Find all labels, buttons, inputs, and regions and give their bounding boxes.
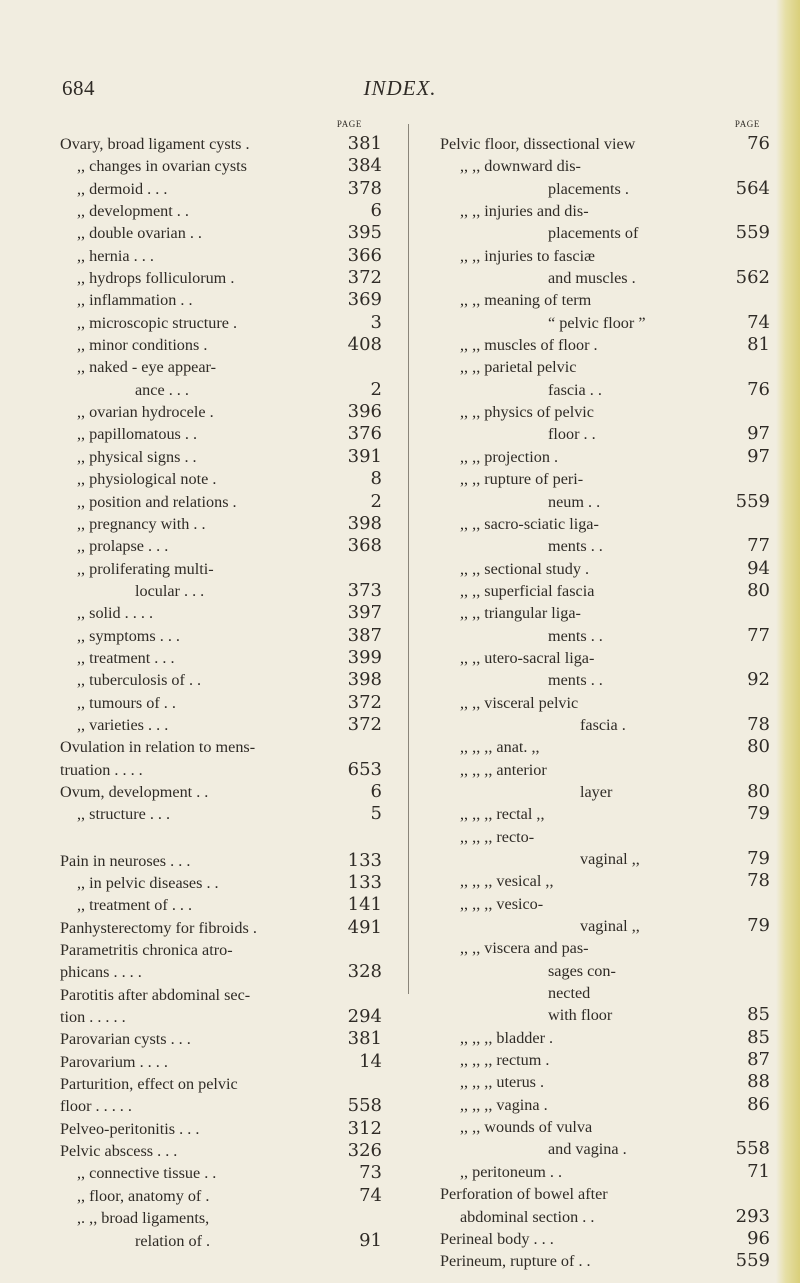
index-entry-page: 366 — [347, 244, 382, 266]
index-entry-page: 378 — [347, 177, 382, 199]
index-entry-page: 76 — [747, 133, 770, 154]
index-entry-page: 86 — [747, 1093, 770, 1115]
page-column-heading-right: PAGE — [734, 119, 760, 129]
index-entry-page: 372 — [347, 691, 382, 713]
index-entry — [60, 961, 382, 983]
index-entry-page: 71 — [747, 1160, 770, 1182]
index-entry — [440, 714, 770, 736]
index-entry-page: 96 — [747, 1227, 770, 1249]
index-entry-page: 372 — [347, 267, 382, 289]
index-entry — [440, 423, 770, 445]
index-entry-text: Parturition, effect on pelvic — [60, 1075, 238, 1094]
index-entry — [60, 1185, 382, 1207]
index-entry — [440, 267, 770, 289]
index-entry — [60, 625, 382, 647]
index-entry-text: fascia . — [580, 715, 626, 734]
index-entry-text: and muscles . — [548, 269, 636, 288]
index-entry — [60, 1095, 382, 1117]
index-entry — [60, 356, 382, 378]
index-entry-page: 294 — [347, 1006, 382, 1028]
index-entry-page: 381 — [347, 133, 382, 154]
index-entry — [60, 200, 382, 222]
index-entry-page: 76 — [747, 378, 770, 400]
index-entry — [440, 200, 770, 222]
index-entry-page: 6 — [370, 780, 382, 802]
index-entry-page: 372 — [347, 713, 382, 735]
index-entry-text: ,, ,, projection . — [460, 447, 559, 466]
page-title: INDEX. — [363, 76, 437, 100]
index-entry — [60, 781, 382, 803]
index-entry-text: ,, physiological note . — [77, 470, 217, 489]
index-entry — [60, 803, 382, 825]
index-entry — [60, 1207, 382, 1229]
index-entry-page: 133 — [347, 872, 382, 893]
index-entry-text: ments . . — [548, 671, 603, 690]
index-column-right — [440, 121, 770, 1273]
index-entry — [440, 803, 770, 825]
index-entry-text: ,, minor conditions . — [77, 336, 208, 355]
index-entry-text: Pelvic floor, dissectional view — [440, 135, 636, 153]
index-entry-page: 399 — [347, 646, 382, 668]
index-entry-page: 653 — [347, 758, 382, 780]
index-entry-text: ,, ,, physics of pelvic — [460, 403, 594, 422]
index-entry-text: Ovulation in relation to mens- — [60, 738, 256, 757]
index-entry-page: 74 — [747, 311, 770, 333]
index-entry-text: relation of . — [135, 1231, 211, 1250]
index-entry-text: ,, ,, ,, uterus . — [460, 1073, 545, 1092]
index-entry — [60, 1051, 382, 1073]
index-entry — [60, 759, 382, 781]
index-entry — [440, 580, 770, 602]
index-entry-page: 559 — [735, 490, 770, 512]
column-divider — [408, 124, 409, 994]
index-entry-text: Perineum, rupture of . . — [440, 1252, 591, 1271]
index-entry-text: ,, treatment . . . — [77, 648, 175, 667]
index-entry-text: ,, varieties . . . — [77, 715, 169, 734]
index-entry-page: 558 — [735, 1138, 770, 1160]
index-entry — [440, 245, 770, 267]
index-entry — [60, 850, 382, 872]
index-entry — [440, 222, 770, 244]
index-entry — [60, 984, 382, 1006]
index-entry-page: 97 — [747, 445, 770, 467]
index-entry-text: abdominal section . . — [460, 1207, 595, 1226]
index-entry-text: ,, symptoms . . . — [77, 626, 180, 645]
index-entry-page: 81 — [747, 334, 770, 356]
index-entry-text: Pain in neuroses . . . — [60, 851, 191, 870]
index-entry — [440, 535, 770, 557]
index-entry — [60, 669, 382, 691]
index-entry — [440, 736, 770, 758]
index-entry — [60, 872, 382, 894]
index-entry-text: ,, tumours of . . — [77, 693, 176, 712]
index-entry-text: Ovary, broad ligament cysts . — [60, 135, 250, 153]
index-entry-text: ments . . — [548, 626, 603, 645]
index-entry-page: 384 — [347, 155, 382, 177]
index-entry-page: 79 — [747, 803, 770, 825]
index-entry-text: ,, position and relations . — [77, 492, 237, 511]
index-entry — [440, 178, 770, 200]
index-entry-page: 8 — [370, 468, 382, 490]
index-entry-page: 5 — [370, 803, 382, 825]
index-entry-page: 85 — [747, 1004, 770, 1026]
index-entry-text: ,, connective tissue . . — [77, 1164, 217, 1183]
index-entry — [440, 401, 770, 423]
index-entry-text: ,, development . . — [77, 202, 189, 221]
index-entry-page: 133 — [347, 849, 382, 871]
index-entry — [60, 647, 382, 669]
index-entry-text: ,, ,, ,, recto- — [460, 827, 535, 846]
index-entry-page: 373 — [347, 579, 382, 601]
index-entry — [60, 312, 382, 334]
index-entry-page: 387 — [347, 624, 382, 646]
index-entry — [60, 939, 382, 961]
index-entry-page: 77 — [747, 624, 770, 646]
index-entry — [60, 736, 382, 758]
index-entry — [440, 870, 770, 892]
index-entry — [60, 334, 382, 356]
index-entry-page: 381 — [347, 1028, 382, 1050]
index-entry — [60, 580, 382, 602]
index-entry-text: ,, ,, ,, anat. ,, — [460, 738, 540, 757]
index-entry — [440, 625, 770, 647]
index-entry-text: ,, ,, ,, vesical ,, — [460, 872, 554, 891]
index-entry-page: 77 — [747, 535, 770, 557]
index-entry-page: 395 — [347, 222, 382, 244]
index-entry-text: ,, ,, ,, vesico- — [460, 894, 544, 913]
index-entry-page: 376 — [347, 423, 382, 445]
index-entry-page: 397 — [347, 602, 382, 624]
index-entry-text: vaginal ,, — [580, 850, 640, 868]
index-entry-page: 559 — [735, 1250, 770, 1272]
index-entry-page: 74 — [359, 1184, 382, 1206]
index-entry-text: ,, peritoneum . . — [460, 1162, 563, 1181]
index-entry-text: ,, ,, downward dis- — [460, 157, 581, 176]
index-entry — [60, 1230, 382, 1252]
index-entry-page: 91 — [359, 1229, 382, 1251]
index-entry — [440, 155, 770, 177]
index-entry — [60, 267, 382, 289]
index-entry-text: ,, floor, anatomy of . — [77, 1186, 210, 1205]
index-entry — [440, 1138, 770, 1160]
index-entry-page: 491 — [347, 916, 382, 938]
index-entry-text: ,, ,, triangular liga- — [460, 604, 581, 623]
index-entry-text: ,, ,, rupture of peri- — [460, 470, 584, 489]
index-entry-text: ,, prolapse . . . — [77, 537, 169, 556]
index-entry — [60, 446, 382, 468]
index-entry — [440, 491, 770, 513]
index-entry — [440, 848, 770, 870]
index-entry-text: ,, microscopic structure . — [77, 313, 238, 332]
index-entry-page: 94 — [747, 557, 770, 579]
index-entry-page: 564 — [735, 177, 770, 199]
index-entry-text: ,, dermoid . . . — [77, 179, 168, 198]
index-entry — [60, 178, 382, 200]
index-entry — [440, 1004, 770, 1026]
index-entry — [440, 133, 770, 155]
index-entry-text: phicans . . . . — [60, 963, 142, 982]
index-entry — [440, 1228, 770, 1250]
index-entry-text: Parovarian cysts . . . — [60, 1030, 191, 1049]
index-entry-text: ,, hernia . . . — [77, 246, 154, 265]
index-entry-text: ,, proliferating multi- — [77, 559, 214, 578]
index-entry-page: 97 — [747, 423, 770, 445]
index-entry-text: ,, pregnancy with . . — [77, 514, 206, 533]
index-entry-page: 3 — [370, 311, 382, 333]
index-entry-page: 87 — [747, 1049, 770, 1071]
index-entry — [60, 379, 382, 401]
index-entry-text: ,, ,, sectional study . — [460, 559, 590, 578]
index-entry — [60, 1073, 382, 1095]
index-entry — [60, 245, 382, 267]
index-entry-text: ,, ,, superficial fascia — [460, 581, 595, 600]
section-gap — [60, 826, 382, 850]
page-column-heading-left: PAGE — [336, 119, 362, 129]
index-entry-text: Ovum, development . . — [60, 782, 209, 801]
index-entry-text: floor . . . . . — [60, 1097, 132, 1116]
index-entry-text: ,, structure . . . — [77, 805, 171, 824]
index-entry-page: 2 — [370, 490, 382, 512]
index-entry-text: ,, in pelvic diseases . . — [77, 874, 219, 892]
index-entry-text: vaginal ,, — [580, 917, 640, 936]
index-entry-page: 396 — [347, 401, 382, 423]
index-entry-text: ,, treatment of . . . — [77, 896, 193, 915]
index-entry-page: 368 — [347, 535, 382, 557]
index-entry-text: ,, ,, injuries and dis- — [460, 202, 589, 221]
index-entry-text: Pelvic abscess . . . — [60, 1142, 178, 1161]
index-entry-text: ments . . — [548, 537, 603, 556]
index-entry-page: 14 — [359, 1050, 382, 1072]
index-entry-text: ,, physical signs . . — [77, 447, 197, 466]
index-entry-text: placements . — [548, 179, 629, 198]
index-entry — [440, 446, 770, 468]
index-entry-page: 6 — [370, 200, 382, 222]
index-entry-text: ,, tuberculosis of . . — [77, 671, 202, 690]
index-entry-text: ance . . . — [135, 380, 189, 399]
index-entry-page: 80 — [747, 736, 770, 758]
index-column-left — [60, 121, 382, 1252]
index-entry — [60, 692, 382, 714]
index-entry — [60, 558, 382, 580]
index-entry-page: 92 — [747, 669, 770, 691]
index-entry-text: ,, ,, parietal pelvic — [460, 358, 577, 377]
index-entry — [440, 1183, 770, 1205]
index-entry-text: locular . . . — [135, 581, 205, 600]
index-entry-text: neum . . — [548, 492, 601, 511]
index-entry-text: ,, ,, viscera and pas- — [460, 939, 589, 958]
index-entry — [440, 1049, 770, 1071]
index-entry-text: layer — [580, 782, 613, 801]
index-entry-page: 85 — [747, 1026, 770, 1048]
index-entry-text: ,, naked - eye appear- — [77, 358, 216, 377]
index-entry — [60, 1162, 382, 1184]
index-entry — [60, 1006, 382, 1028]
index-entry — [440, 1161, 770, 1183]
index-entry — [440, 1116, 770, 1138]
index-entry-page: 328 — [347, 961, 382, 983]
index-entry — [440, 312, 770, 334]
index-entry-page: 562 — [735, 267, 770, 289]
index-entry — [440, 1094, 770, 1116]
page-header — [0, 72, 800, 108]
index-entry — [60, 155, 382, 177]
index-entry — [440, 647, 770, 669]
index-entry — [440, 356, 770, 378]
index-entry — [440, 781, 770, 803]
index-entry-text: ,, ,, visceral pelvic — [460, 693, 579, 712]
index-entry-page: 141 — [347, 894, 382, 916]
index-entry-text: fascia . . — [548, 380, 602, 399]
index-entry — [440, 513, 770, 535]
index-entry — [440, 1206, 770, 1228]
index-entry — [440, 379, 770, 401]
index-entry-text: Perforation of bowel after — [440, 1185, 608, 1204]
index-entry — [60, 133, 382, 155]
index-entry-text: with floor — [548, 1006, 613, 1025]
index-entry-page: 73 — [359, 1162, 382, 1184]
index-entry — [60, 894, 382, 916]
index-entry-text: ,, ,, utero-sacral liga- — [460, 648, 595, 667]
index-entry — [60, 535, 382, 557]
index-entry-page: 293 — [735, 1205, 770, 1227]
index-entry-text: ,, solid . . . . — [77, 604, 153, 623]
index-entry — [440, 669, 770, 691]
index-entry-page: 398 — [347, 512, 382, 534]
index-entry — [60, 1028, 382, 1050]
index-entry-text: placements of — [548, 224, 639, 243]
index-entry-text: ,, ovarian hydrocele . — [77, 403, 214, 422]
index-entry-text: ,, hydrops folliculorum . — [77, 269, 235, 288]
index-entry-text: ,, ,, ,, rectum . — [460, 1051, 550, 1070]
index-entry-page: 559 — [735, 222, 770, 244]
index-entry — [440, 289, 770, 311]
index-entry — [60, 468, 382, 490]
index-entry — [60, 714, 382, 736]
index-entry-text: ,, papillomatous . . — [77, 425, 198, 444]
index-entry — [60, 1140, 382, 1162]
index-entry-text: ,, ,, ,, anterior — [460, 760, 547, 779]
index-entry — [60, 602, 382, 624]
index-entry-page: 326 — [347, 1140, 382, 1162]
index-entry-text: Pelveo-peritonitis . . . — [60, 1119, 200, 1138]
index-entry-page: 79 — [747, 848, 770, 869]
index-entry-text: Panhysterectomy for fibroids . — [60, 918, 257, 937]
index-entry — [60, 491, 382, 513]
index-entry-page: 558 — [347, 1095, 382, 1117]
index-entry-text: ,, ,, injuries to fasciæ — [460, 246, 595, 265]
index-entry-text: and vagina . — [548, 1140, 627, 1159]
index-entry-text: ,, changes in ovarian cysts — [77, 157, 247, 176]
index-entry — [440, 982, 770, 1004]
index-entry-text: sages con- — [548, 961, 616, 980]
index-entry-text: ,, inflammation . . — [77, 291, 193, 310]
index-entry — [60, 222, 382, 244]
index-entry — [440, 1071, 770, 1093]
index-entry-page: 88 — [747, 1071, 770, 1093]
index-entry-text: ,, ,, ,, vagina . — [460, 1095, 548, 1114]
index-entry-text: ,. ,, broad ligaments, — [77, 1209, 210, 1228]
index-entry — [440, 602, 770, 624]
index-entry-text: tion . . . . . — [60, 1008, 126, 1027]
index-entry-text: nected — [548, 984, 591, 1003]
index-entry-page: 2 — [370, 378, 382, 400]
page-edge-stain — [776, 0, 800, 1283]
index-entry-text: Parotitis after abdominal sec- — [60, 985, 251, 1004]
index-entry — [60, 289, 382, 311]
index-entry — [440, 937, 770, 959]
index-entry — [440, 826, 770, 848]
index-entry-page: 369 — [347, 289, 382, 311]
index-entry — [440, 1027, 770, 1049]
index-entry-page: 78 — [747, 713, 770, 735]
index-entry-page: 80 — [747, 579, 770, 601]
index-entry-text: ,, ,, meaning of term — [460, 291, 592, 310]
index-entry — [440, 468, 770, 490]
index-entry-text: ,, ,, ,, rectal ,, — [460, 805, 545, 824]
index-entry — [440, 1250, 770, 1272]
index-entry — [440, 334, 770, 356]
index-entry — [60, 513, 382, 535]
index-entry-text: ,, ,, wounds of vulva — [460, 1118, 593, 1137]
index-entry-page: 312 — [347, 1117, 382, 1139]
index-entry-text: “ pelvic floor ” — [548, 313, 646, 332]
index-entry — [60, 917, 382, 939]
index-entry — [60, 401, 382, 423]
index-entry-page: 391 — [347, 445, 382, 467]
index-entry — [440, 692, 770, 714]
index-entry — [440, 558, 770, 580]
index-entry — [440, 960, 770, 982]
index-entry-page: 79 — [747, 915, 770, 937]
index-entry-text: Parametritis chronica atro- — [60, 941, 233, 960]
index-entry — [440, 915, 770, 937]
index-entry — [440, 893, 770, 915]
index-entry-text: ,, ,, sacro-sciatic liga- — [460, 514, 599, 533]
index-entry-text: ,, double ovarian . . — [77, 224, 202, 243]
index-entry-page: 398 — [347, 669, 382, 691]
index-entry-text: ,, ,, ,, bladder . — [460, 1028, 554, 1047]
index-entry — [60, 423, 382, 445]
index-entry-text: Parovarium . . . . — [60, 1052, 168, 1071]
page-number: 684 — [62, 76, 95, 100]
index-entry-page: 408 — [347, 334, 382, 356]
index-entry — [440, 759, 770, 781]
index-entry-page: 78 — [747, 870, 770, 892]
index-entry — [60, 1118, 382, 1140]
index-entry-text: truation . . . . — [60, 760, 143, 779]
index-entry-text: Perineal body . . . — [440, 1229, 554, 1248]
index-entry-text: floor . . — [548, 425, 596, 444]
index-entry-page: 80 — [747, 780, 770, 802]
index-entry-text: ,, ,, muscles of floor . — [460, 336, 598, 355]
